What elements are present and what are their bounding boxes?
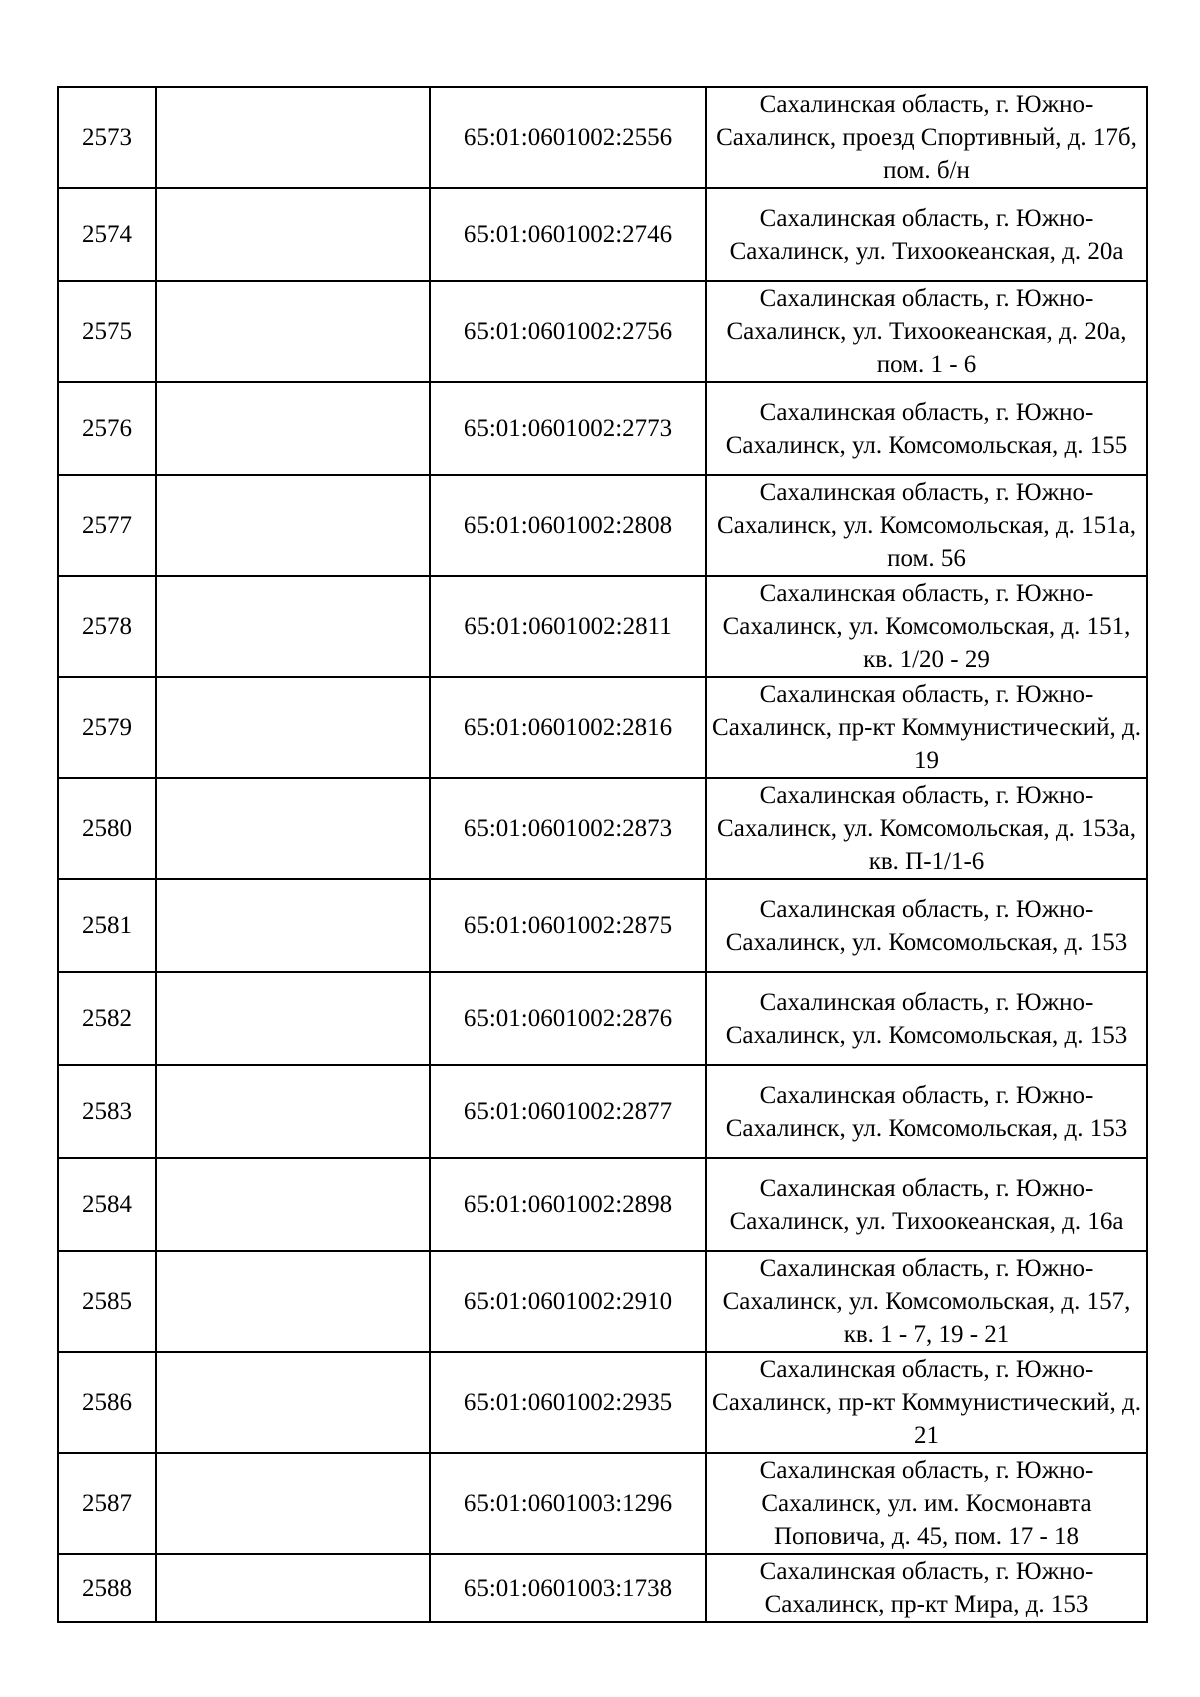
cadastral-number-cell: 65:01:0601002:2898 <box>430 1158 706 1251</box>
cadastral-number-cell: 65:01:0601003:1296 <box>430 1453 706 1554</box>
address-cell: Сахалинская область, г. Южно-Сахалинск, ул. Комсомольская, д. 153 <box>706 879 1147 972</box>
table-row <box>58 382 1147 475</box>
address-cell: Сахалинская область, г. Южно-Сахалинск, ул. Комсомольская, д. 151а, пом. 56 <box>706 475 1147 576</box>
row-number-cell: 2582 <box>58 972 156 1065</box>
address-cell: Сахалинская область, г. Южно-Сахалинск, ул. Комсомольская, д. 151, кв. 1/20 - 29 <box>706 576 1147 677</box>
address-cell: Сахалинская область, г. Южно-Сахалинск, ул. Комсомольская, д. 153а, кв. П-1/1-6 <box>706 778 1147 879</box>
address-cell: Сахалинская область, г. Южно-Сахалинск, ул. Тихоокеанская, д. 16а <box>706 1158 1147 1251</box>
cadastral-number-cell: 65:01:0601002:2816 <box>430 677 706 778</box>
address-cell: Сахалинская область, г. Южно-Сахалинск, ул. им. Космонавта Поповича, д. 45, пом. 17 - 18 <box>706 1453 1147 1554</box>
name-cell <box>156 281 430 382</box>
cadastral-number-cell: 65:01:0601002:2873 <box>430 778 706 879</box>
cadastral-number-cell: 65:01:0601002:2808 <box>430 475 706 576</box>
name-cell <box>156 879 430 972</box>
cadastral-number-cell: 65:01:0601002:2875 <box>430 879 706 972</box>
table-row <box>58 87 1147 188</box>
table-row <box>58 475 1147 576</box>
address-cell: Сахалинская область, г. Южно-Сахалинск, проезд Спортивный, д. 17б, пом. б/н <box>706 87 1147 188</box>
row-number-cell: 2576 <box>58 382 156 475</box>
cadastral-number-cell: 65:01:0601002:2877 <box>430 1065 706 1158</box>
row-number-cell: 2587 <box>58 1453 156 1554</box>
cadastral-number-cell: 65:01:0601003:1738 <box>430 1554 706 1622</box>
row-number-cell: 2577 <box>58 475 156 576</box>
row-number-cell: 2579 <box>58 677 156 778</box>
table-row <box>58 1158 1147 1251</box>
name-cell <box>156 778 430 879</box>
table-row <box>58 1554 1147 1622</box>
name-cell <box>156 1352 430 1453</box>
name-cell <box>156 677 430 778</box>
table-row <box>58 879 1147 972</box>
cadastral-number-cell: 65:01:0601002:2811 <box>430 576 706 677</box>
name-cell <box>156 1065 430 1158</box>
cadastral-number-cell: 65:01:0601002:2910 <box>430 1251 706 1352</box>
table-row <box>58 1065 1147 1158</box>
cadastral-number-cell: 65:01:0601002:2756 <box>430 281 706 382</box>
name-cell <box>156 972 430 1065</box>
address-cell: Сахалинская область, г. Южно-Сахалинск, ул. Комсомольская, д. 153 <box>706 1065 1147 1158</box>
table-row <box>58 677 1147 778</box>
name-cell <box>156 1554 430 1622</box>
table-body <box>58 87 1147 1622</box>
row-number-cell: 2586 <box>58 1352 156 1453</box>
row-number-cell: 2584 <box>58 1158 156 1251</box>
row-number-cell: 2585 <box>58 1251 156 1352</box>
name-cell <box>156 188 430 281</box>
cadastral-number-cell: 65:01:0601002:2876 <box>430 972 706 1065</box>
table-row <box>58 281 1147 382</box>
name-cell <box>156 382 430 475</box>
table-row <box>58 972 1147 1065</box>
address-cell: Сахалинская область, г. Южно-Сахалинск, пр-кт Мира, д. 153 <box>706 1554 1147 1622</box>
row-number-cell: 2581 <box>58 879 156 972</box>
row-number-cell: 2575 <box>58 281 156 382</box>
cadastral-number-cell: 65:01:0601002:2935 <box>430 1352 706 1453</box>
cadastral-number-cell: 65:01:0601002:2556 <box>430 87 706 188</box>
address-cell: Сахалинская область, г. Южно-Сахалинск, ул. Тихоокеанская, д. 20а, пом. 1 - 6 <box>706 281 1147 382</box>
row-number-cell: 2578 <box>58 576 156 677</box>
row-number-cell: 2574 <box>58 188 156 281</box>
table-row <box>58 1453 1147 1554</box>
name-cell <box>156 1453 430 1554</box>
address-cell: Сахалинская область, г. Южно-Сахалинск, ул. Комсомольская, д. 153 <box>706 972 1147 1065</box>
name-cell <box>156 1158 430 1251</box>
address-cell: Сахалинская область, г. Южно-Сахалинск, ул. Комсомольская, д. 157, кв. 1 - 7, 19 - 21 <box>706 1251 1147 1352</box>
name-cell <box>156 475 430 576</box>
cadastral-number-cell: 65:01:0601002:2773 <box>430 382 706 475</box>
name-cell <box>156 1251 430 1352</box>
name-cell <box>156 576 430 677</box>
table-row <box>58 778 1147 879</box>
table-row <box>58 188 1147 281</box>
row-number-cell: 2583 <box>58 1065 156 1158</box>
table-row <box>58 1352 1147 1453</box>
row-number-cell: 2580 <box>58 778 156 879</box>
name-cell <box>156 87 430 188</box>
table-row <box>58 576 1147 677</box>
property-table <box>57 86 1148 1623</box>
cadastral-number-cell: 65:01:0601002:2746 <box>430 188 706 281</box>
table-row <box>58 1251 1147 1352</box>
address-cell: Сахалинская область, г. Южно-Сахалинск, ул. Комсомольская, д. 155 <box>706 382 1147 475</box>
row-number-cell: 2588 <box>58 1554 156 1622</box>
address-cell: Сахалинская область, г. Южно-Сахалинск, пр-кт Коммунистический, д. 19 <box>706 677 1147 778</box>
address-cell: Сахалинская область, г. Южно-Сахалинск, пр-кт Коммунистический, д. 21 <box>706 1352 1147 1453</box>
address-cell: Сахалинская область, г. Южно-Сахалинск, ул. Тихоокеанская, д. 20а <box>706 188 1147 281</box>
row-number-cell: 2573 <box>58 87 156 188</box>
